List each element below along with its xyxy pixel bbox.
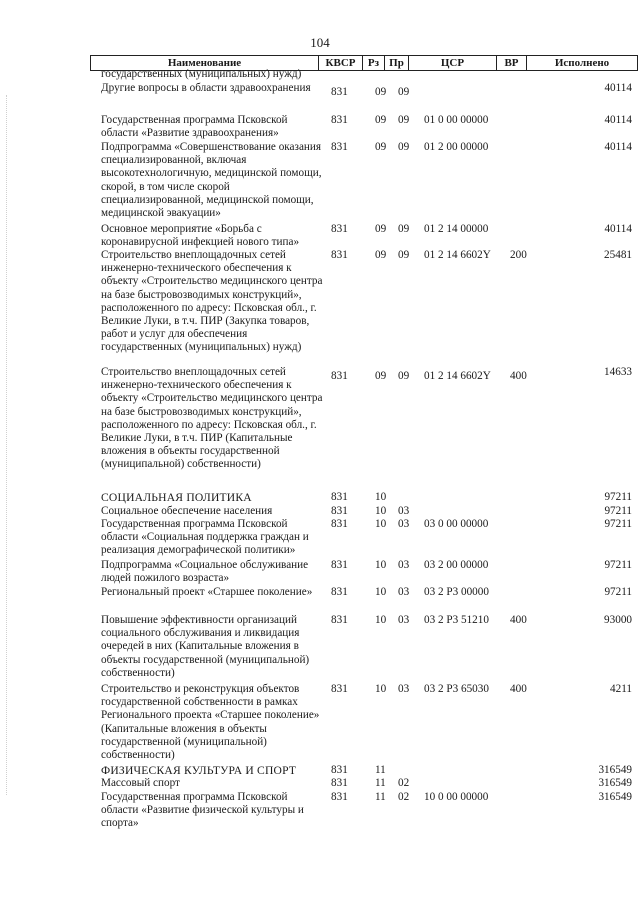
row-ispoln: 316549 [598, 764, 632, 776]
row-pr: 09 [398, 370, 410, 382]
row-ispoln: 40114 [604, 82, 632, 94]
row-kvsr: 831 [331, 791, 348, 803]
row-ispoln: 97211 [604, 586, 632, 598]
row-csr: 03 2 00 00000 [424, 559, 489, 571]
row-rz: 10 [375, 586, 387, 598]
row-csr: 01 2 14 6602Y [424, 249, 491, 261]
header-name: Наименование [91, 56, 319, 70]
row-ispoln: 14633 [604, 366, 632, 378]
row-name: СОЦИАЛЬНАЯ ПОЛИТИКА [101, 491, 252, 504]
row-pr: 02 [398, 777, 410, 789]
header-ispoln: Исполнено [554, 57, 610, 69]
row-csr: 03 2 P3 65030 [424, 683, 489, 695]
row-rz: 11 [375, 777, 386, 789]
row-vr: 400 [510, 683, 527, 695]
row-name: Региональный проект «Старшее поколение» [101, 586, 313, 598]
margin-scan-marks [6, 95, 9, 795]
row-name: Подпрограмма «Социальное обслуживание людей пожилого возраста» [101, 559, 309, 585]
row-pr: 09 [398, 86, 410, 98]
row-rz: 09 [375, 141, 387, 153]
row-pr: 03 [398, 683, 410, 695]
row-csr: 01 2 00 00000 [424, 141, 489, 153]
row-name: Повышение эффективности организаций социального обслуживания и ликвидация очередей в них (Капитальные вложения в объекты государственной (муниципальной) собственности) [101, 614, 310, 679]
row-rz: 10 [375, 505, 387, 517]
row-ispoln: 97211 [604, 505, 632, 517]
header-csr: ЦСР [409, 56, 497, 70]
row-ispoln: 316549 [598, 777, 632, 789]
row-csr: 01 2 14 6602Y [424, 370, 491, 382]
row-pr: 09 [398, 249, 410, 261]
row-csr: 01 2 14 00000 [424, 223, 489, 235]
row-ispoln: 97211 [604, 491, 632, 503]
row-pr: 03 [398, 518, 410, 530]
page-number: 104 [310, 35, 330, 50]
row-kvsr: 831 [331, 223, 348, 235]
row-vr: 400 [510, 370, 527, 382]
row-rz: 09 [375, 114, 387, 126]
row-name: Другие вопросы в области здравоохранения [101, 82, 311, 94]
row-pr: 03 [398, 586, 410, 598]
row-kvsr: 831 [331, 141, 348, 153]
row-ispoln: 97211 [604, 559, 632, 571]
row-name: Социальное обеспечение населения [101, 505, 273, 517]
row-ispoln: 316549 [598, 791, 632, 803]
row-ispoln: 40114 [604, 223, 632, 235]
row-pr: 02 [398, 791, 410, 803]
row-name: Строительство внеплощадочных сетей инженерно-технического обеспечения к объекту «Строительство медицинского центра на базе быстровозводимых конструкций», расположенного по адресу: Псковская обл., г. Великие Луки, в т.ч. ПИР (Капитальные вложения в объекты государственной (муниципальной) собственности) [101, 366, 323, 471]
row-ispoln: 40114 [604, 114, 632, 126]
header-vr: ВР [497, 56, 527, 70]
row-kvsr: 831 [331, 114, 348, 126]
row-rz: 10 [375, 559, 387, 571]
row-rz: 09 [375, 370, 387, 382]
row-ispoln: 97211 [604, 518, 632, 530]
row-name: государственных (муниципальных) нужд) [101, 68, 302, 80]
row-rz: 09 [375, 223, 387, 235]
row-kvsr: 831 [331, 683, 348, 695]
row-pr: 03 [398, 614, 410, 626]
row-rz: 09 [375, 86, 387, 98]
row-rz: 10 [375, 491, 387, 503]
row-ispoln: 4211 [610, 683, 632, 695]
row-name: Государственная программа Псковской области «Развитие здравоохранения» [101, 114, 288, 140]
row-kvsr: 831 [331, 491, 348, 503]
row-rz: 10 [375, 614, 387, 626]
row-pr: 09 [398, 141, 410, 153]
row-name: Подпрограмма «Совершенствование оказания специализированной, включая высокотехнологичную, медицинской помощи, скорой, в том числе скорой специализированной, медицинской помощи, медицинской эвакуации» [101, 141, 322, 220]
row-name: Строительство внеплощадочных сетей инженерно-технического обеспечения к объекту «Строительство медицинского центра на базе быстровозводимых конструкций», расположенного по адресу: Псковская обл., г. Великие Луки, в т.ч. ПИР (Закупка товаров, работ и услуг для обеспечения государственных (муниципальных) нужд) [101, 249, 323, 354]
row-rz: 11 [375, 764, 386, 776]
row-csr: 01 0 00 00000 [424, 114, 489, 126]
row-rz: 10 [375, 683, 387, 695]
header-pr: Пр [385, 56, 409, 70]
row-pr: 03 [398, 505, 410, 517]
row-csr: 03 0 00 00000 [424, 518, 489, 530]
row-csr: 10 0 00 00000 [424, 791, 489, 803]
row-rz: 09 [375, 249, 387, 261]
row-csr: 03 2 P3 00000 [424, 586, 489, 598]
row-ispoln: 93000 [604, 614, 632, 626]
row-name: Строительство и реконструкция объектов государственной собственности в рамках Регионального проекта «Старшее поколение» (Капитальные вложения в объекты государственной (муниципальной) собственности) [101, 683, 320, 762]
row-kvsr: 831 [331, 505, 348, 517]
row-kvsr: 831 [331, 777, 348, 789]
row-name: Массовый спорт [101, 777, 180, 789]
row-csr: 03 2 P3 51210 [424, 614, 489, 626]
row-kvsr: 831 [331, 370, 348, 382]
row-kvsr: 831 [331, 86, 348, 98]
row-pr: 09 [398, 114, 410, 126]
row-name: Государственная программа Псковской области «Социальная поддержка граждан и реализация демографической политики» [101, 518, 309, 557]
row-name: ФИЗИЧЕСКАЯ КУЛЬТУРА И СПОРТ [101, 764, 297, 777]
header-rz: Рз [363, 56, 385, 70]
row-name: Государственная программа Псковской области «Развитие физической культуры и спорта» [101, 791, 304, 830]
row-kvsr: 831 [331, 614, 348, 626]
row-vr: 400 [510, 614, 527, 626]
row-kvsr: 831 [331, 764, 348, 776]
row-vr: 200 [510, 249, 527, 261]
header-kvsr: КВСР [319, 56, 363, 70]
row-rz: 10 [375, 518, 387, 530]
row-name: Основное мероприятие «Борьба с коронавирусной инфекцией нового типа» [101, 223, 300, 249]
row-ispoln: 40114 [604, 141, 632, 153]
row-kvsr: 831 [331, 559, 348, 571]
row-kvsr: 831 [331, 518, 348, 530]
row-kvsr: 831 [331, 586, 348, 598]
row-kvsr: 831 [331, 249, 348, 261]
row-pr: 09 [398, 223, 410, 235]
row-rz: 11 [375, 791, 386, 803]
row-ispoln: 25481 [604, 249, 632, 261]
row-pr: 03 [398, 559, 410, 571]
